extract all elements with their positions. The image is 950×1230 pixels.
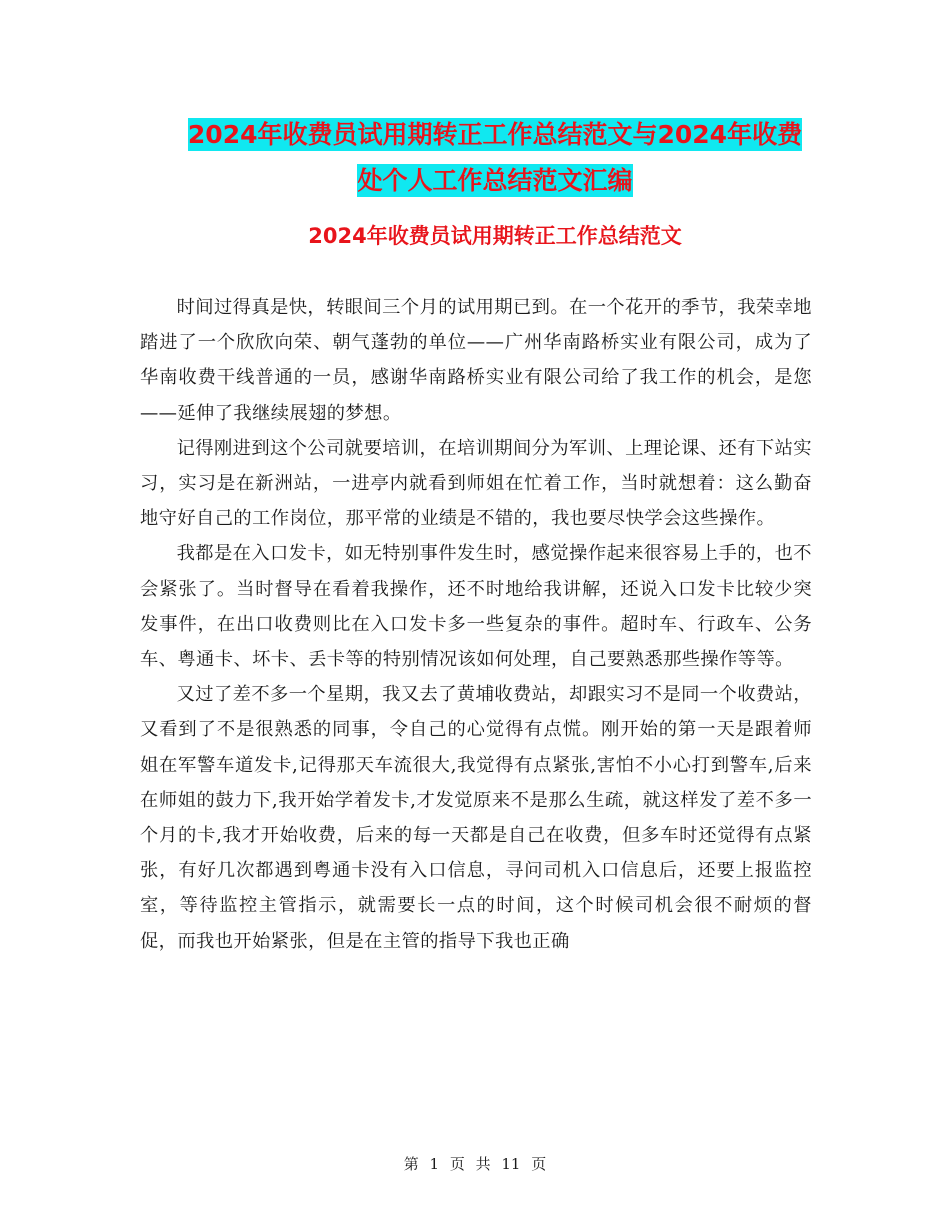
- document-title-line-2: 处个人工作总结范文汇编: [357, 166, 633, 195]
- document-body: [140, 290, 812, 959]
- section-title: 2024年收费员试用期转正工作总结范文: [308, 224, 682, 248]
- document-title: [140, 112, 850, 204]
- paragraph: 记得刚进到这个公司就要培训，在培训期间分为军训、上理论课、还有下站实习，实习是在新洲站，一进亭内就看到师姐在忙着工作，当时就想着：这么勤奋地守好自己的工作岗位，那平常的业绩是不错的，我也要尽快学会这些操作。: [140, 437, 812, 530]
- document-title-line-1: 2024年收费员试用期转正工作总结范文与2024年收费: [187, 120, 803, 149]
- paragraph: 时间过得真是快，转眼间三个月的试用期已到。在一个花开的季节，我荣幸地踏进了一个欣欣向荣、朝气蓬勃的单位——广州华南路桥实业有限公司，成为了华南收费干线普通的一员，感谢华南路桥实业有限公司给了我工作的机会，是您——延伸了我继续展翅的梦想。: [140, 297, 812, 424]
- page-footer: 第 1 页 共 11 页: [403, 1155, 547, 1173]
- paragraph: 我都是在入口发卡，如无特别事件发生时，感觉操作起来很容易上手的，也不会紧张了。当时督导在看着我操作，还不时地给我讲解，还说入口发卡比较少突发事件，在出口收费则比在入口发卡多一些复杂的事件。超时车、行政车、公务车、粤通卡、坏卡、丢卡等的特别情况该如何处理，自己要熟悉那些操作等等。: [140, 543, 812, 671]
- paragraph: 又过了差不多一个星期，我又去了黄埔收费站，却跟实习不是同一个收费站，又看到了不是很熟悉的同事，令自己的心觉得有点慌。刚开始的第一天是跟着师姐在军警车道发卡,记得那天车流很大,我觉得有点紧张,害怕不小心打到警车,后来在师姐的鼓力下,我开始学着发卡,才发觉原来不是那么生疏，就这样发了差不多一个月的卡,我才开始收费，后来的每一天都是自己在收费，但多车时还觉得有点紧张，有好几次都遇到粤通卡没有入口信息，寻问司机入口信息后，还要上报监控室，等待监控主管指示，就需要长一点的时间，这个时候司机会很不耐烦的督促，而我也开始紧张，但是在主管的指导下我也正确: [140, 684, 812, 952]
